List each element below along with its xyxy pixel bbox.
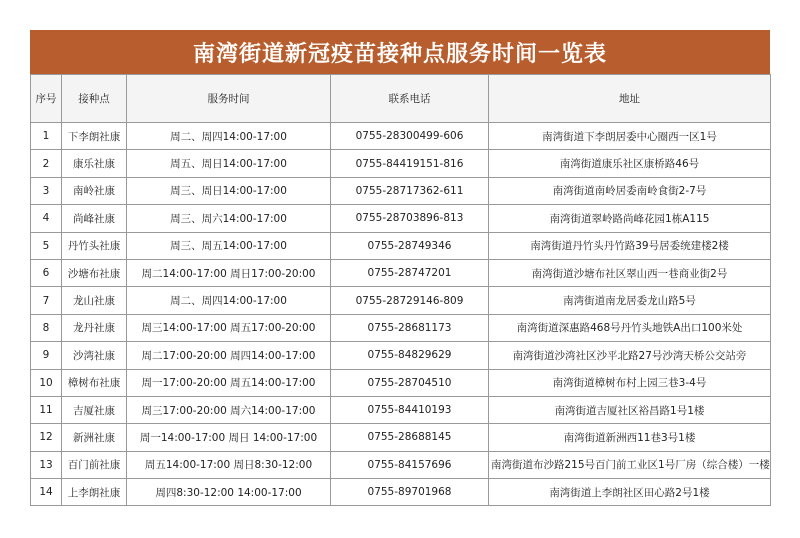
cell-seq: 8 <box>31 314 62 341</box>
cell-site: 下李朗社康 <box>62 123 127 150</box>
cell-address: 南湾街道樟树布村上园三巷3-4号 <box>489 369 771 396</box>
cell-site: 百门前社康 <box>62 451 127 478</box>
header-seq: 序号 <box>31 75 62 123</box>
table-row <box>31 369 771 396</box>
cell-seq: 10 <box>31 369 62 396</box>
cell-seq: 7 <box>31 287 62 314</box>
cell-seq: 11 <box>31 396 62 423</box>
cell-address: 南湾街道上李朗社区田心路2号1楼 <box>489 479 771 506</box>
table-row <box>31 479 771 506</box>
table-row <box>31 205 771 232</box>
cell-seq: 2 <box>31 150 62 177</box>
header-phone: 联系电话 <box>331 75 489 123</box>
table-header-row <box>31 75 771 123</box>
table-row <box>31 451 771 478</box>
cell-site: 龙丹社康 <box>62 314 127 341</box>
table-row <box>31 123 771 150</box>
cell-phone: 0755-28749346 <box>331 232 489 259</box>
cell-address: 南湾街道布沙路215号百门前工业区1号厂房（综合楼）一楼 <box>489 451 771 478</box>
schedule-sheet <box>30 30 770 506</box>
cell-address: 南湾街道新洲西11巷3号1楼 <box>489 424 771 451</box>
schedule-table <box>30 74 771 506</box>
cell-seq: 1 <box>31 123 62 150</box>
cell-site: 沙塘布社康 <box>62 259 127 286</box>
cell-address: 南湾街道康乐社区康桥路46号 <box>489 150 771 177</box>
cell-site: 丹竹头社康 <box>62 232 127 259</box>
table-row <box>31 314 771 341</box>
cell-time: 周三、周五14:00-17:00 <box>127 232 331 259</box>
cell-site: 沙湾社康 <box>62 342 127 369</box>
cell-address: 南湾街道下李朗居委中心圈西一区1号 <box>489 123 771 150</box>
header-site: 接种点 <box>62 75 127 123</box>
cell-address: 南湾街道深惠路468号丹竹头地铁A出口100米处 <box>489 314 771 341</box>
table-row <box>31 232 771 259</box>
cell-phone: 0755-28717362-611 <box>331 177 489 204</box>
cell-seq: 3 <box>31 177 62 204</box>
cell-phone: 0755-28681173 <box>331 314 489 341</box>
table-row <box>31 150 771 177</box>
cell-time: 周二、周四14:00-17:00 <box>127 123 331 150</box>
cell-time: 周二17:00-20:00 周四14:00-17:00 <box>127 342 331 369</box>
cell-phone: 0755-28747201 <box>331 259 489 286</box>
cell-phone: 0755-28300499-606 <box>331 123 489 150</box>
page-title: 南湾街道新冠疫苗接种点服务时间一览表 <box>30 30 770 74</box>
cell-address: 南湾街道丹竹头丹竹路39号居委统建楼2楼 <box>489 232 771 259</box>
cell-seq: 6 <box>31 259 62 286</box>
cell-time: 周三、周日14:00-17:00 <box>127 177 331 204</box>
cell-seq: 13 <box>31 451 62 478</box>
cell-seq: 5 <box>31 232 62 259</box>
cell-site: 上李朗社康 <box>62 479 127 506</box>
cell-phone: 0755-84157696 <box>331 451 489 478</box>
cell-site: 樟树布社康 <box>62 369 127 396</box>
cell-seq: 12 <box>31 424 62 451</box>
header-address: 地址 <box>489 75 771 123</box>
cell-phone: 0755-84419151-816 <box>331 150 489 177</box>
cell-time: 周三17:00-20:00 周六14:00-17:00 <box>127 396 331 423</box>
cell-address: 南湾街道沙湾社区沙平北路27号沙湾天桥公交站旁 <box>489 342 771 369</box>
cell-phone: 0755-84829629 <box>331 342 489 369</box>
cell-time: 周五14:00-17:00 周日8:30-12:00 <box>127 451 331 478</box>
table-row <box>31 259 771 286</box>
cell-site: 吉厦社康 <box>62 396 127 423</box>
cell-time: 周五、周日14:00-17:00 <box>127 150 331 177</box>
cell-phone: 0755-84410193 <box>331 396 489 423</box>
cell-phone: 0755-89701968 <box>331 479 489 506</box>
cell-seq: 9 <box>31 342 62 369</box>
table-body <box>31 123 771 506</box>
cell-seq: 14 <box>31 479 62 506</box>
cell-address: 南湾街道翠岭路尚峰花园1栋A115 <box>489 205 771 232</box>
cell-time: 周三14:00-17:00 周五17:00-20:00 <box>127 314 331 341</box>
cell-site: 康乐社康 <box>62 150 127 177</box>
cell-address: 南湾街道沙塘布社区翠山西一巷商业街2号 <box>489 259 771 286</box>
cell-phone: 0755-28703896-813 <box>331 205 489 232</box>
cell-phone: 0755-28729146-809 <box>331 287 489 314</box>
cell-time: 周二、周四14:00-17:00 <box>127 287 331 314</box>
cell-site: 尚峰社康 <box>62 205 127 232</box>
cell-phone: 0755-28688145 <box>331 424 489 451</box>
cell-address: 南湾街道南岭居委南岭食街2-7号 <box>489 177 771 204</box>
cell-address: 南湾街道南龙居委龙山路5号 <box>489 287 771 314</box>
cell-site: 南岭社康 <box>62 177 127 204</box>
cell-time: 周四8:30-12:00 14:00-17:00 <box>127 479 331 506</box>
table-row <box>31 287 771 314</box>
cell-site: 新洲社康 <box>62 424 127 451</box>
table-row <box>31 342 771 369</box>
cell-address: 南湾街道吉厦社区裕昌路1号1楼 <box>489 396 771 423</box>
table-row <box>31 396 771 423</box>
cell-time: 周一17:00-20:00 周五14:00-17:00 <box>127 369 331 396</box>
cell-time: 周三、周六14:00-17:00 <box>127 205 331 232</box>
table-row <box>31 177 771 204</box>
header-time: 服务时间 <box>127 75 331 123</box>
cell-seq: 4 <box>31 205 62 232</box>
cell-phone: 0755-28704510 <box>331 369 489 396</box>
table-row <box>31 424 771 451</box>
cell-site: 龙山社康 <box>62 287 127 314</box>
cell-time: 周二14:00-17:00 周日17:00-20:00 <box>127 259 331 286</box>
cell-time: 周一14:00-17:00 周日 14:00-17:00 <box>127 424 331 451</box>
